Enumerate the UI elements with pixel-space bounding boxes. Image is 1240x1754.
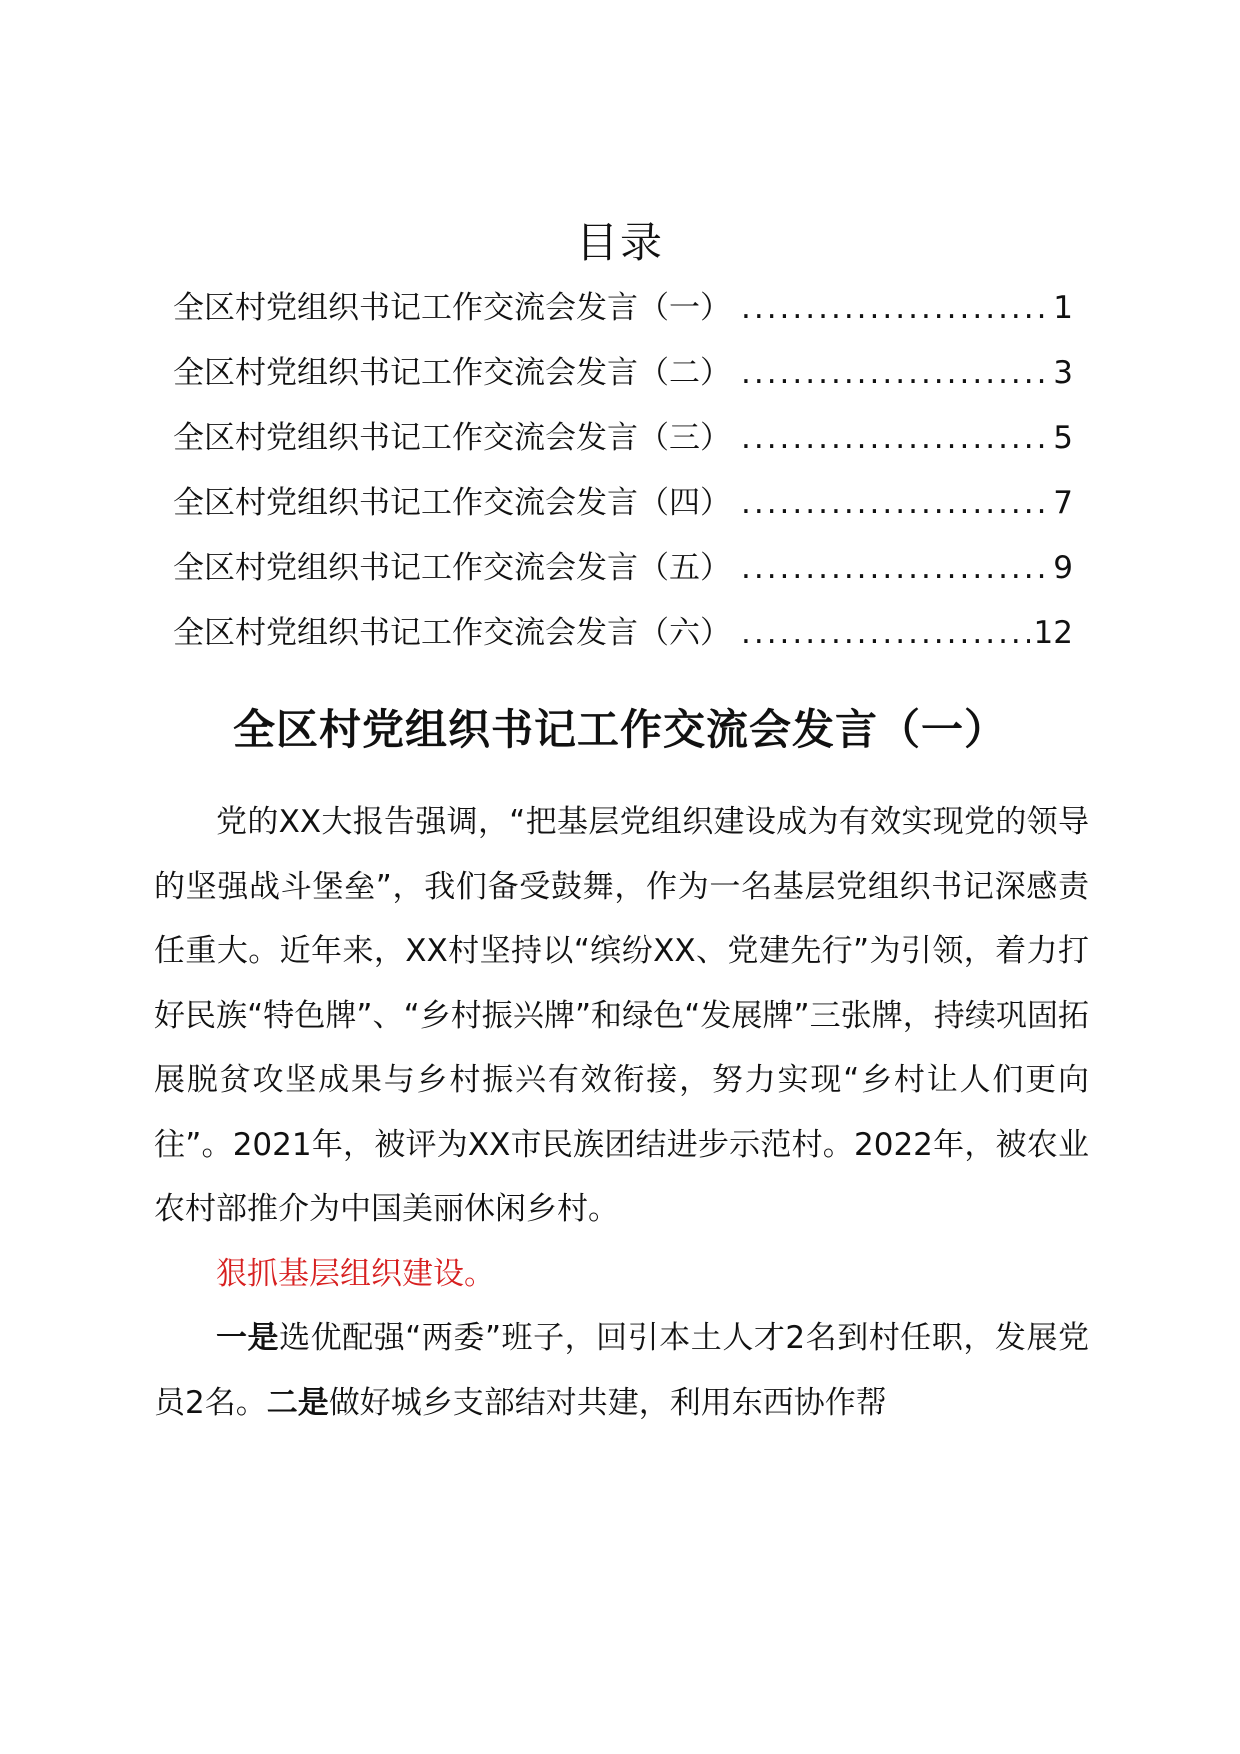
toc-page-number: 5 [1053,420,1073,456]
toc-entry-1[interactable] [173,285,1073,350]
toc-entry-text: 全区村党组织书记工作交流会发言（一） [173,290,731,326]
toc-page-number: 1 [1053,290,1073,326]
point-2-lead: 二是 [266,1384,329,1421]
toc-leader-dots [741,285,1049,331]
toc-page-number: 12 [1033,615,1073,651]
toc-entry-5[interactable] [173,545,1073,610]
toc-entry-text: 全区村党组织书记工作交流会发言（六） [173,615,731,651]
point-1-text: 选优配强“两委”班子，回引本土人才2名到村任职，发展党员2名。 [154,1320,1090,1421]
toc-title: 目录 [575,218,664,267]
body-text [154,790,1089,1435]
toc-leader-dots [741,350,1049,396]
subsection-heading: 狠抓基层组织建设。 [216,1255,495,1292]
section-heading: 全区村党组织书记工作交流会发言（一） [232,705,1007,754]
toc-entry-text: 全区村党组织书记工作交流会发言（五） [173,550,731,586]
toc-entry-3[interactable] [173,415,1073,480]
toc-page-number: 9 [1053,550,1073,586]
table-of-contents [173,285,1073,675]
toc-entry-6[interactable] [173,610,1073,675]
toc-leader-dots [741,480,1049,526]
toc-entry-text: 全区村党组织书记工作交流会发言（二） [173,355,731,391]
toc-leader-dots [741,545,1049,591]
toc-page-number: 7 [1053,485,1073,521]
toc-entry-4[interactable] [173,480,1073,545]
toc-entry-2[interactable] [173,350,1073,415]
toc-entry-text: 全区村党组织书记工作交流会发言（四） [173,485,731,521]
points-paragraph [154,1306,1089,1435]
toc-page-number: 3 [1053,355,1073,391]
point-2-text: 做好城乡支部结对共建，利用东西协作帮 [328,1384,887,1421]
intro-paragraph: 党的XX大报告强调，“把基层党组织建设成为有效实现党的领导的坚强战斗堡垒”，我们备受鼓舞，作为一名基层党组织书记深感责任重大。近年来，XX村坚持以“缤纷XX、党建先行”为引领，着力打好民族“特色牌”、“乡村振兴牌”和绿色“发展牌”三张牌，持续巩固拓展脱贫攻坚成果与乡村振兴有效衔接，努力实现“乡村让人们更向往”。2021年，被评为XX市民族团结进步示范村。2022年，被农业农村部推介为中国美丽休闲乡村。 [154,804,1089,1227]
toc-leader-dots [741,415,1049,461]
point-1-lead: 一是 [216,1320,280,1356]
toc-leader-dots [741,610,1030,656]
toc-entry-text: 全区村党组织书记工作交流会发言（三） [173,420,731,456]
